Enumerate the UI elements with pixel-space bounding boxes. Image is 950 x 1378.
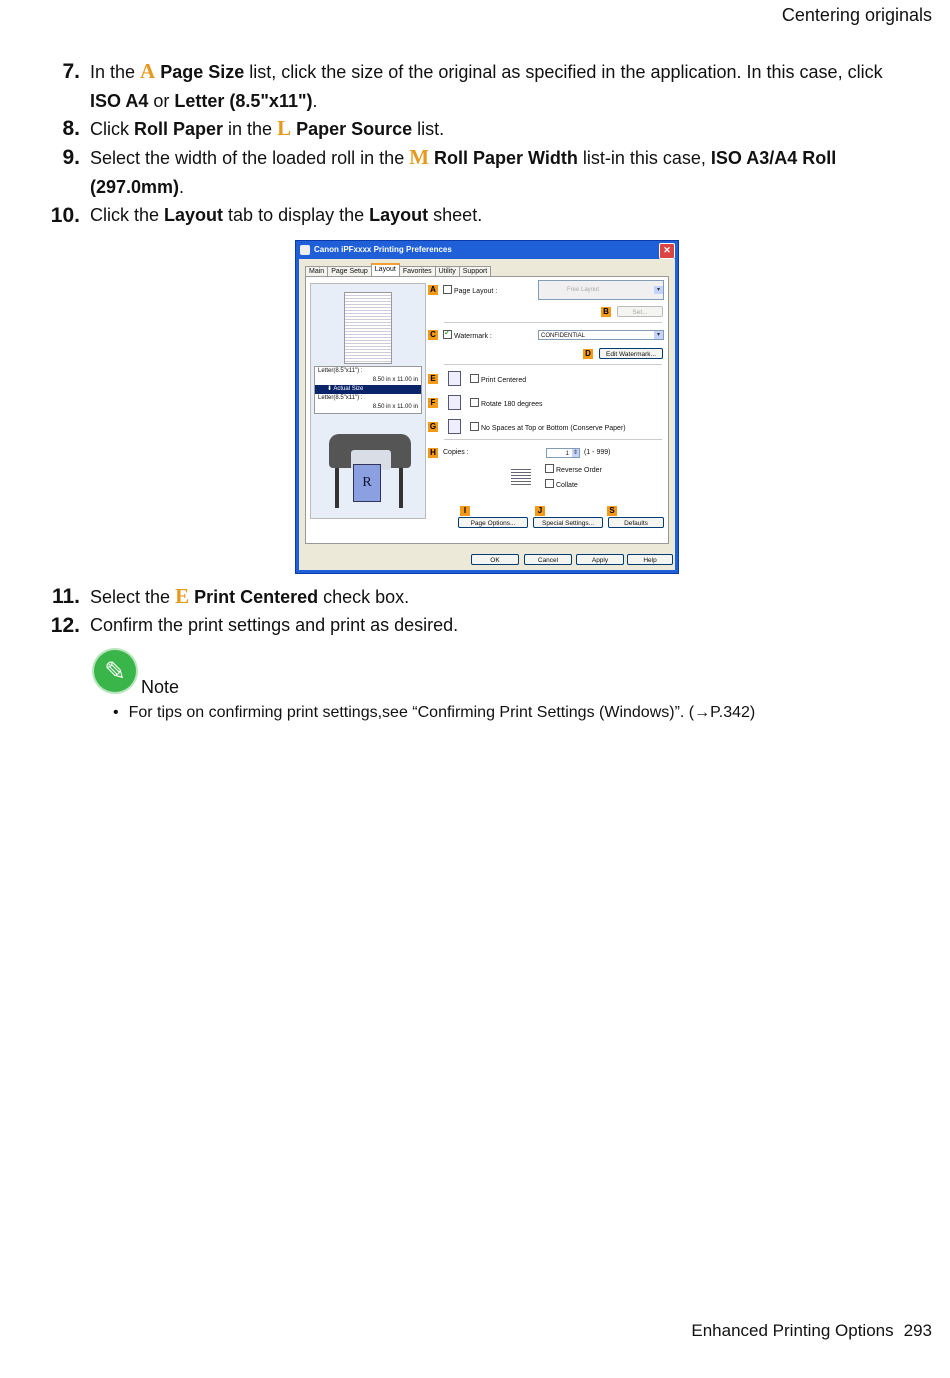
cancel-button[interactable]: Cancel [524, 554, 572, 565]
collate-checkbox[interactable]: Collate [545, 479, 578, 491]
size-line: Letter(8.5"x11") : [318, 395, 363, 401]
size-line: 8.50 in x 11.00 in [372, 377, 418, 383]
step-run: tab to display the [223, 205, 370, 225]
step-run: . [179, 177, 185, 197]
running-header: Centering originals [781, 5, 932, 25]
down-arrow-icon: ⬇ [327, 386, 334, 392]
step-number: 9. [62, 146, 80, 169]
layout-panel [305, 276, 669, 544]
step-run: Select the [90, 587, 176, 607]
bold-term: ISO A3/A4 Roll (297.0mm) [90, 148, 837, 197]
print-centered-checkbox[interactable]: Print Centered [470, 374, 526, 386]
spin-icon: ⇕ [572, 450, 579, 456]
checkbox-icon [443, 330, 452, 339]
step-text [90, 57, 890, 116]
key-letter: E [175, 584, 190, 608]
step-run: Click the [90, 205, 165, 225]
apply-button[interactable]: Apply [576, 554, 624, 565]
label-c: C [428, 330, 438, 340]
step-text [90, 114, 890, 144]
step-run: . [312, 91, 318, 111]
note-pencil-icon: ✎ [94, 650, 136, 692]
label-d: D [583, 349, 593, 359]
key-letter: M [409, 145, 430, 169]
step-number: 8. [62, 117, 80, 140]
copies-label: Copies : [443, 449, 469, 456]
special-settings-button[interactable]: Special Settings... [533, 517, 603, 528]
dialog-title: Canon iPFxxxx Printing Preferences [314, 245, 452, 254]
label-g: G [429, 422, 437, 431]
step-run: check box. [318, 587, 410, 607]
step-number: 11. [51, 585, 80, 608]
bold-term: Page Size [155, 62, 245, 82]
tab-page-setup[interactable]: Page Setup [327, 266, 372, 277]
checkbox-icon [545, 479, 554, 488]
printer-illustration [325, 424, 415, 512]
step-number: 12. [50, 614, 80, 637]
dialog-body [299, 259, 675, 570]
key-letter: L [277, 116, 292, 140]
conserve-paper-icon [448, 419, 461, 434]
size-line-selected: ⬇ Actual Size [315, 385, 421, 394]
tab-favorites[interactable]: Favorites [399, 266, 436, 277]
chevron-down-icon: ▾ [654, 331, 663, 339]
step-text [90, 611, 890, 640]
step-run: list-in this case, [577, 148, 711, 168]
step-text [90, 582, 890, 612]
step-run: Click [90, 119, 134, 139]
printing-preferences-dialog [295, 240, 679, 574]
close-icon[interactable]: ✕ [659, 243, 675, 259]
bold-term: Roll Paper Width [429, 148, 578, 168]
step-run: or [148, 91, 175, 111]
checkbox-icon [443, 285, 452, 294]
page-layout-select[interactable]: Free Layout ▾ [538, 280, 664, 300]
bold-term: Layout [164, 205, 224, 225]
step-run: list, click the size of the original as specified in the application. In this case, click [244, 62, 883, 82]
tab-strip [305, 265, 490, 276]
tab-support[interactable]: Support [459, 266, 492, 277]
bold-term: Letter (8.5"x11") [174, 91, 313, 111]
preview-pane [310, 283, 426, 519]
checkbox-icon [545, 464, 554, 473]
step-run: In the [90, 62, 141, 82]
copies-range: (1 - 999) [584, 449, 611, 456]
size-line: 8.50 in x 11.00 in [372, 404, 418, 410]
label-s: S [607, 506, 617, 516]
watermark-select[interactable]: CONFIDENTIAL ▾ [538, 330, 664, 340]
step-number: 7. [62, 60, 80, 83]
step-text [90, 201, 890, 230]
step-run: list. [412, 119, 445, 139]
ok-button[interactable]: OK [471, 554, 519, 565]
note-text: For tips on confirming print settings,see “Confirming Print Settings (Windows)”. (→P.342) [128, 704, 756, 721]
step-run: Confirm the print settings and print as desired. [90, 615, 459, 635]
checkbox-icon [470, 422, 479, 431]
label-a: A [428, 285, 438, 295]
bold-term: Layout [369, 205, 429, 225]
step-text [90, 143, 890, 202]
reverse-order-checkbox[interactable]: Reverse Order [545, 464, 602, 476]
copies-stepper[interactable]: 1 ⇕ [546, 448, 580, 458]
tab-utility[interactable]: Utility [435, 266, 460, 277]
label-e: E [428, 374, 438, 384]
note-bullet: • For tips on confirming print settings,see “Confirming Print Settings (Windows)”. (→P.342) [113, 704, 756, 721]
tab-main[interactable]: Main [305, 266, 328, 277]
label-b: B [601, 307, 611, 317]
page-options-button[interactable]: Page Options... [458, 517, 528, 528]
footer-section: Enhanced Printing Options [691, 1321, 894, 1340]
edit-watermark-button[interactable]: Edit Watermark... [599, 348, 663, 359]
step-number: 10. [50, 204, 80, 227]
help-button[interactable]: Help [627, 554, 673, 565]
bold-term: Roll Paper [134, 119, 224, 139]
key-letter: A [140, 59, 156, 83]
dialog-titlebar [296, 241, 678, 259]
paper-stack-icon [511, 467, 531, 485]
set-button[interactable]: Set... [617, 306, 663, 317]
rotate-icon [448, 395, 461, 410]
output-sheet: R [353, 464, 381, 502]
step-run: in the [223, 119, 278, 139]
checkbox-icon [470, 398, 479, 407]
page-number: 293 [903, 1321, 932, 1340]
label-f: F [428, 398, 438, 408]
chevron-down-icon: ▾ [654, 286, 663, 294]
label-i: I [460, 506, 470, 516]
printer-body [329, 434, 411, 468]
bold-term: ISO A4 [90, 91, 149, 111]
rotate-checkbox[interactable]: Rotate 180 degrees [470, 398, 543, 410]
label-h: H [428, 448, 438, 458]
no-spaces-checkbox[interactable]: No Spaces at Top or Bottom (Conserve Paper) [470, 422, 626, 434]
step-run: sheet. [428, 205, 483, 225]
size-info [314, 366, 422, 414]
page-layout-checkbox[interactable]: Page Layout : [443, 285, 497, 297]
tab-layout[interactable]: Layout [371, 263, 400, 277]
size-line: Letter(8.5"x11") : [318, 368, 363, 374]
printer-app-icon [300, 245, 310, 255]
running-footer [681, 1321, 932, 1341]
bold-term: Print Centered [189, 587, 319, 607]
checkbox-icon [470, 374, 479, 383]
bold-term: Paper Source [291, 119, 413, 139]
defaults-button[interactable]: Defaults [608, 517, 664, 528]
step-run: Select the width of the loaded roll in the [90, 148, 410, 168]
note-title: Note [141, 677, 180, 697]
page-preview [344, 292, 392, 364]
label-j: J [535, 506, 545, 516]
print-centered-icon [448, 371, 461, 386]
watermark-checkbox[interactable]: ✓ Watermark : [443, 330, 492, 342]
